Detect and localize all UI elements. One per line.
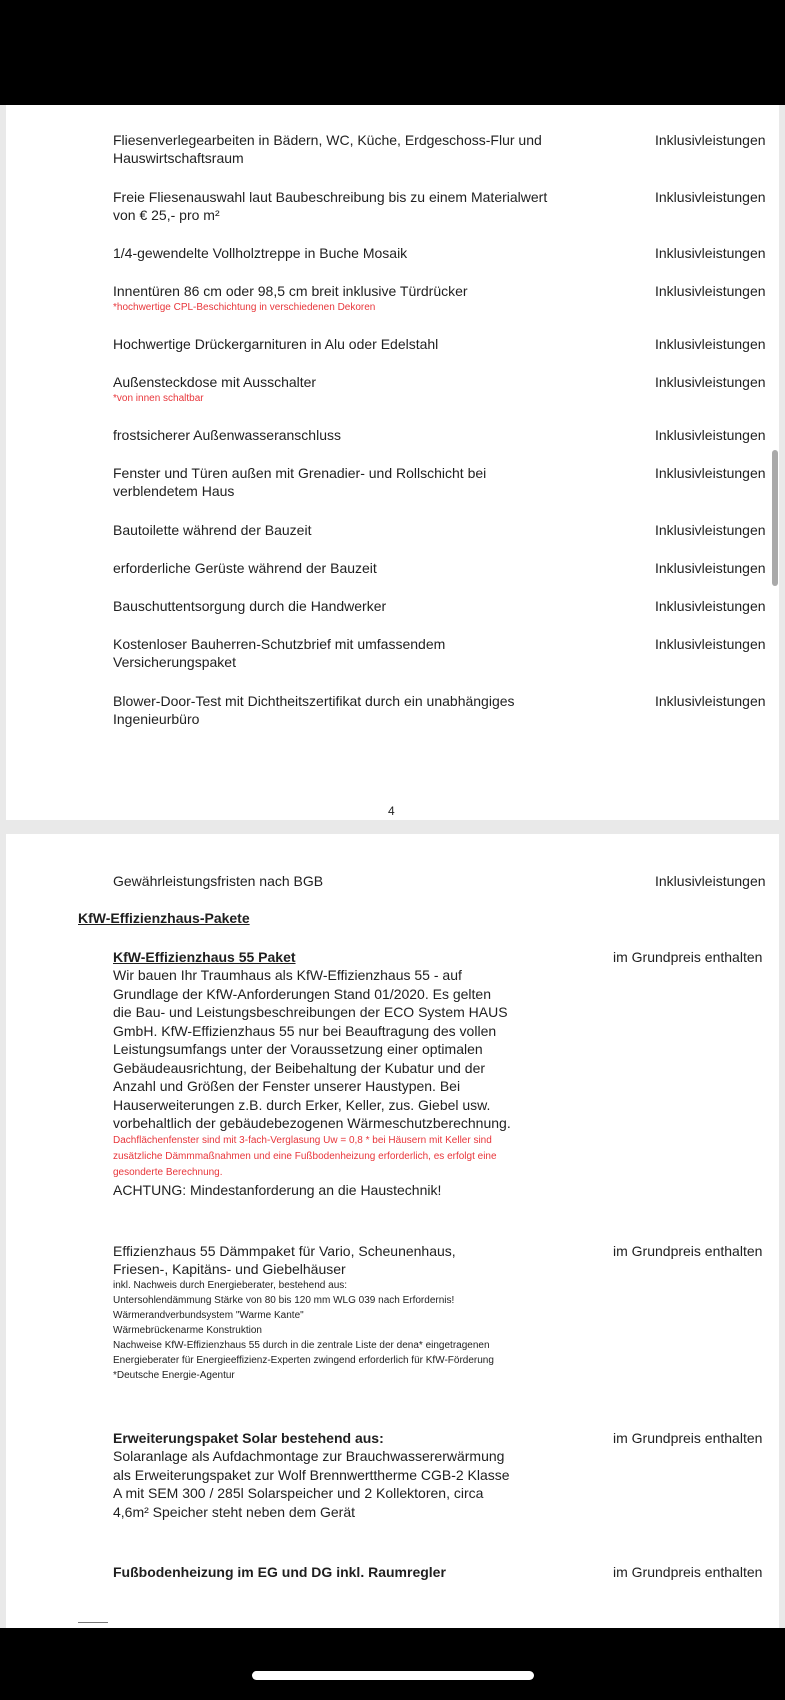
scrollbar-thumb[interactable] (772, 450, 778, 586)
item-value: Inklusivleistungen (655, 560, 766, 576)
package-value: im Grundpreis enthalten (613, 1243, 763, 1259)
package-detail-line: Wärmerandverbundsystem "Warme Kante" (113, 1310, 304, 1321)
package-detail-line: Nachweise KfW-Effizienzhaus 55 durch in die zentrale Liste der dena* eingetragenen Energieberater für Energieeffizienz-Experten zwingend erforderlich für KfW-Förderung (113, 1340, 494, 1366)
package-description: Solaranlage als Aufdachmontage zur Brauchwassererwärmung als Erweiterungspaket zur Wolf Brennwerttherme CGB-2 Klasse A mit SEM 300 / 285l Solarspeicher und 2 Kollektoren, circa 4,6m² Speicher steht neben dem Gerät (113, 1448, 510, 1520)
item-value: Inklusivleistungen (655, 374, 766, 390)
package-value: im Grundpreis enthalten (613, 949, 763, 965)
package-detail-line: inkl. Nachweis durch Energieberater, bestehend aus: (113, 1280, 348, 1291)
item-label: Fliesenverlegearbeiten in Bädern, WC, Küche, Erdgeschoss-Flur und Hauswirtschaftsraum (113, 132, 542, 166)
package-title: Effizienzhaus 55 Dämmpaket für Vario, Scheunenhaus, Friesen-, Kapitäns- und Giebelhäuser (113, 1243, 456, 1277)
item-note: *von innen schaltbar (113, 393, 204, 404)
item-label: 1/4-gewendelte Vollholztreppe in Buche Mosaik (113, 245, 408, 261)
item-value: Inklusivleistungen (655, 427, 766, 443)
item-value: Inklusivleistungen (655, 245, 766, 261)
package-title: KfW-Effizienzhaus 55 Paket (113, 949, 296, 965)
package-detail-line: Untersohlendämmung Stärke von 80 bis 120 mm WLG 039 nach Erfordernis! (113, 1295, 455, 1306)
top-black-bar (0, 0, 785, 105)
item-label: Gewährleistungsfristen nach BGB (113, 873, 324, 889)
package-detail-line: *Deutsche Energie-Agentur (113, 1370, 235, 1381)
daemm-package (113, 1242, 773, 1383)
item-label: Fenster und Türen außen mit Grenadier- und Rollschicht bei verblendetem Haus (113, 465, 487, 499)
package-description: Wir bauen Ihr Traumhaus als KfW-Effizienzhaus 55 - auf Grundlage der KfW-Anforderungen Stand 01/2020. Es gelten die Bau- und Leistungsbeschreibungen der ECO System HAUS GmbH. KfW-Effizienzhaus 55 nur bei Beauftragung des vollen Leistungsumfangs unter der Voraussetzung einer optimalen Gebäudeausrichtung, der Beibehaltung der Kubatur und der Anzahl und Größen der Fenster unserer Haustypen. Bei Hauserweiterungen z.B. durch Erker, Keller, zus. Giebel usw. vorbehaltlich der gebäudebezogenen Wärmeschutzberechnung. (113, 967, 511, 1131)
package-title: Erweiterungspaket Solar bestehend aus: (113, 1430, 384, 1446)
page-number: 4 (388, 804, 395, 818)
package-red-note: Dachflächenfenster sind mit 3-fach-Verglasung Uw = 0,8 * bei Häusern mit Keller sind zusätzliche Dämmmaßnahmen und eine Fußbodenheizung erforderlich, es erfolgt eine gesonderte Berechnung. (113, 1134, 497, 1178)
item-value: Inklusivleistungen (655, 636, 766, 652)
item-value: Inklusivleistungen (655, 873, 766, 889)
package-value: im Grundpreis enthalten (613, 1564, 763, 1580)
package-detail-line: Wärmebrückenarme Konstruktion (113, 1325, 262, 1336)
document-page-4 (6, 105, 779, 820)
item-value: Inklusivleistungen (655, 522, 766, 538)
item-label: Kostenloser Bauherren-Schutzbrief mit umfassendem Versicherungspaket (113, 636, 446, 670)
floor-heating-package (113, 1563, 773, 1581)
item-value: Inklusivleistungen (655, 336, 766, 352)
package-value: im Grundpreis enthalten (613, 1430, 763, 1446)
item-note: *hochwertige CPL-Beschichtung in verschiedenen Dekoren (113, 302, 376, 313)
item-label: Hochwertige Drückergarnituren in Alu oder Edelstahl (113, 336, 439, 352)
section-title: KfW-Effizienzhaus-Pakete (78, 910, 250, 926)
item-label: Außensteckdose mit Ausschalter (113, 374, 317, 390)
item-value: Inklusivleistungen (655, 598, 766, 614)
item-label: Freie Fliesenauswahl laut Baubeschreibung bis zu einem Materialwert von € 25,- pro m² (113, 189, 548, 223)
item-label: frostsicherer Außenwasseranschluss (113, 427, 341, 443)
home-indicator[interactable] (252, 1671, 534, 1680)
bottom-black-bar (0, 1628, 785, 1700)
kfw55-package (113, 948, 773, 1199)
item-value: Inklusivleistungen (655, 283, 766, 299)
package-title: Fußbodenheizung im EG und DG inkl. Raumregler (113, 1564, 446, 1580)
item-value: Inklusivleistungen (655, 189, 766, 205)
item-label: Bautoilette während der Bauzeit (113, 522, 312, 538)
solar-package (113, 1429, 773, 1521)
item-label: Bauschuttentsorgung durch die Handwerker (113, 598, 387, 614)
item-value: Inklusivleistungen (655, 132, 766, 148)
item-label: erforderliche Gerüste während der Bauzeit (113, 560, 377, 576)
item-label: Blower-Door-Test mit Dichtheitszertifikat durch ein unabhängiges Ingenieurbüro (113, 693, 515, 727)
document-page-5 (6, 834, 779, 1628)
item-label: Innentüren 86 cm oder 98,5 cm breit inklusive Türdrücker (113, 283, 468, 299)
package-warning: ACHTUNG: Mindestanforderung an die Haustechnik! (113, 1181, 442, 1198)
item-value: Inklusivleistungen (655, 465, 766, 481)
item-value: Inklusivleistungen (655, 693, 766, 709)
